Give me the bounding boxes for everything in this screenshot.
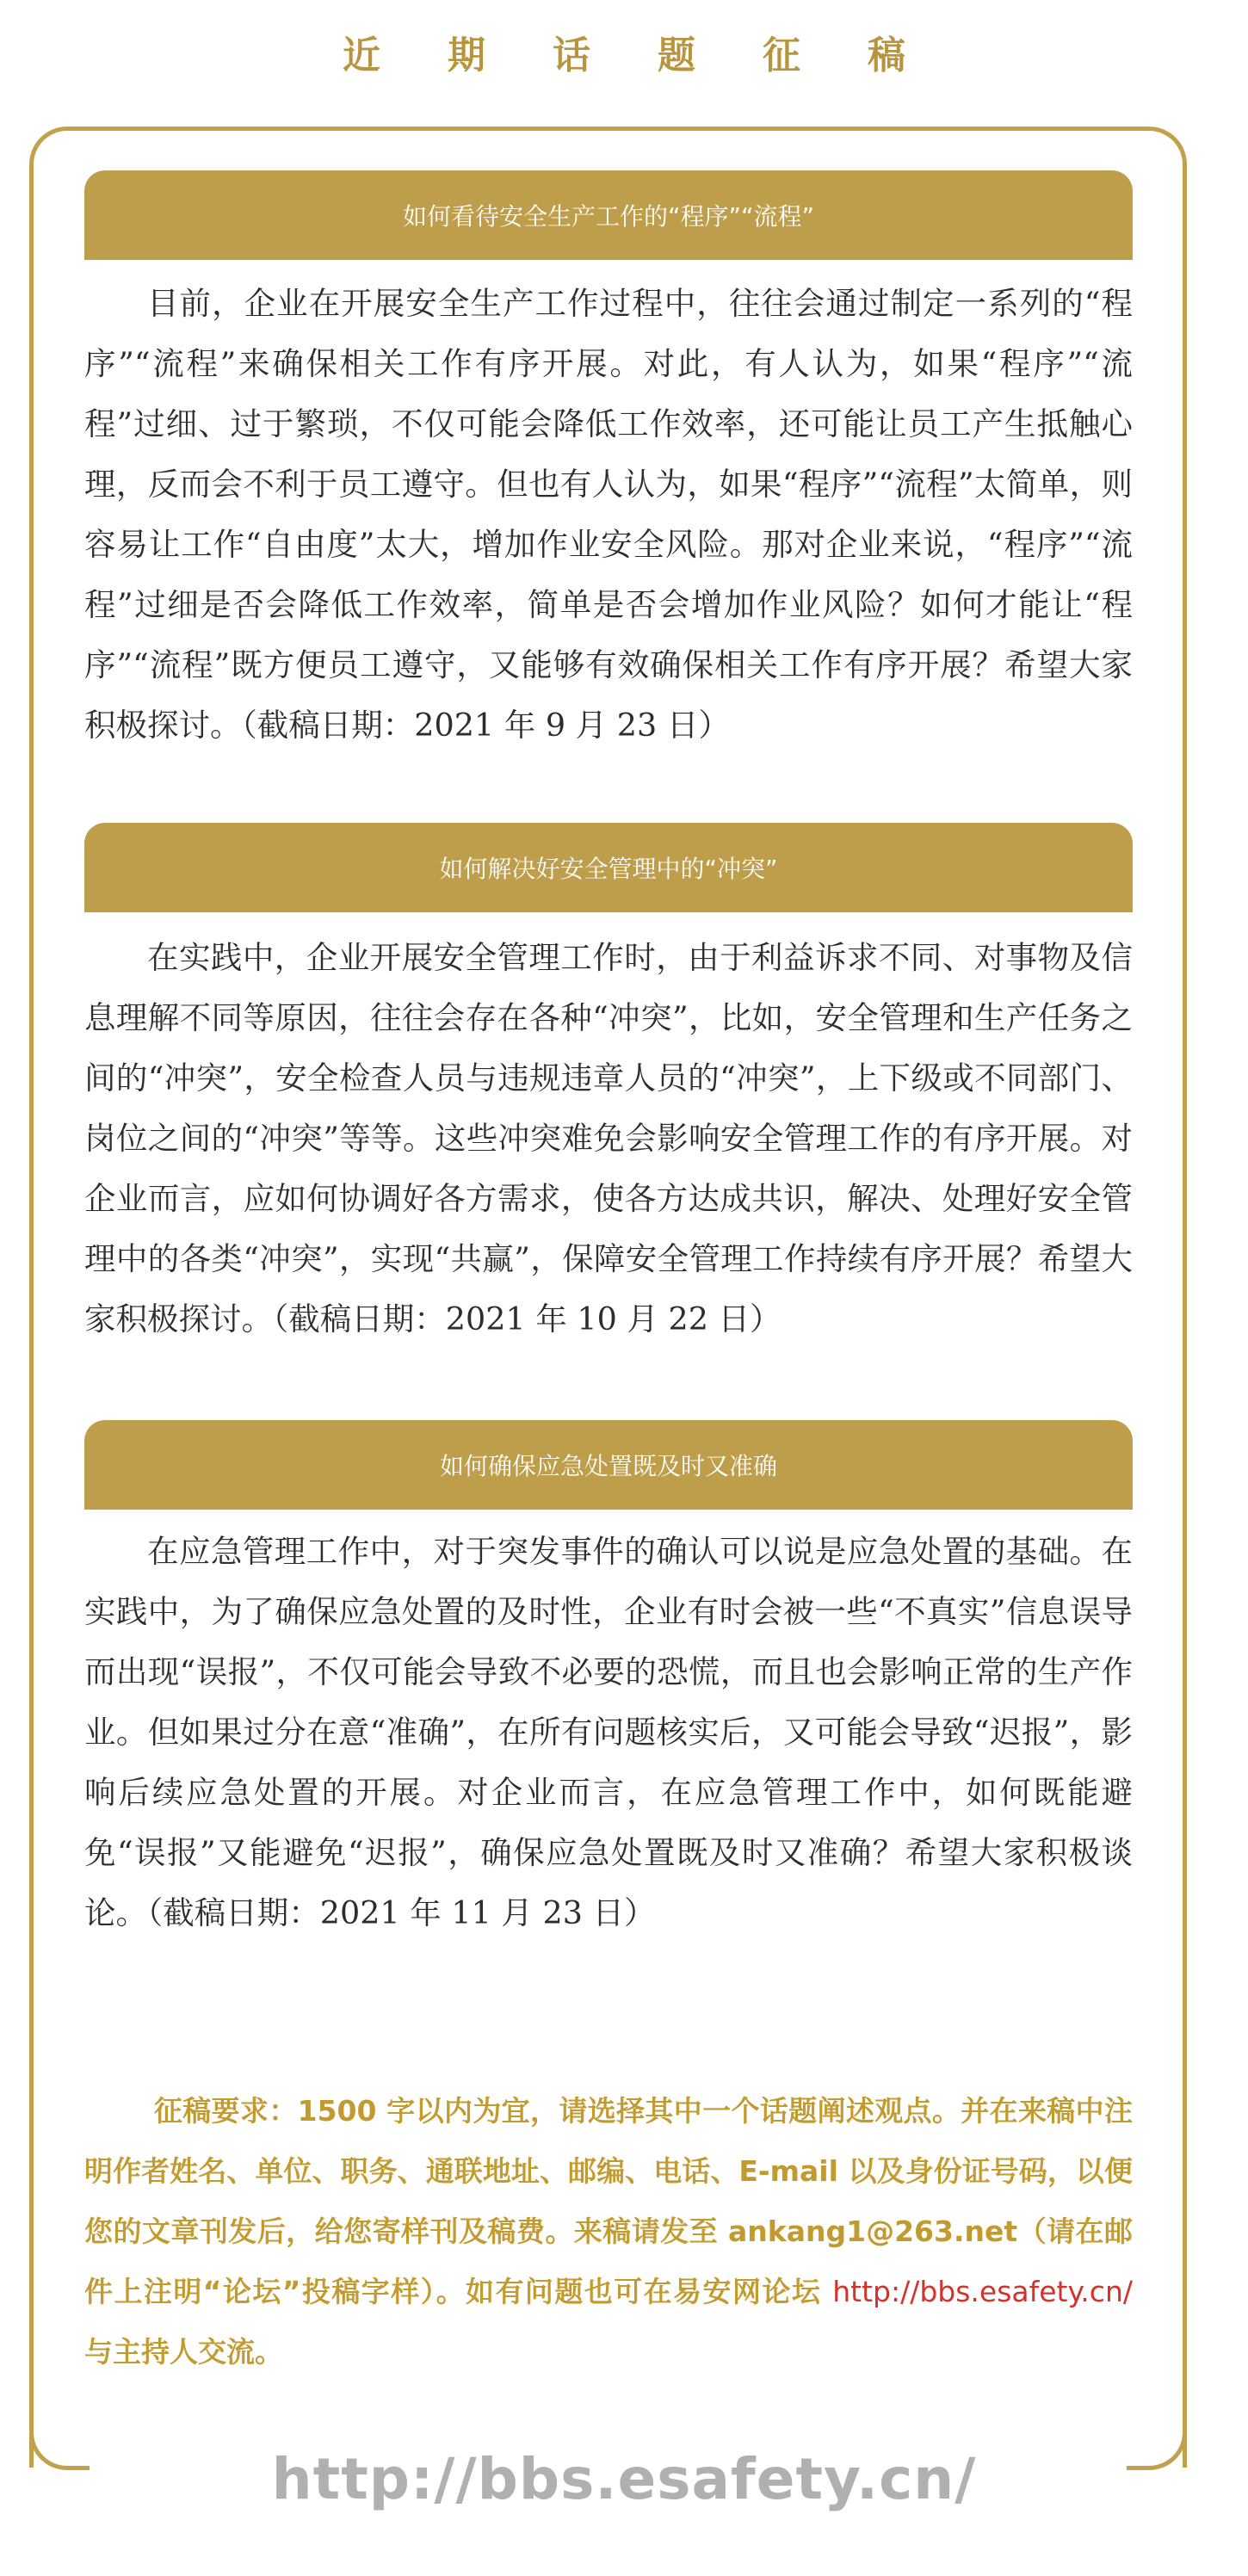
topic-2-body: 在实践中，企业开展安全管理工作时，由于利益诉求不同、对事物及信息理解不同等原因，往往会存在各种“冲突”，比如，安全管理和生产任务之间的“冲突”，安全检查人员与违规违章人员的“冲突”，上下级或不同部门、岗位之间的“冲突”等等。这些冲突难免会影响安全管理工作的有序开展。对企业而言，应如何协调好各方需求，使各方达成共识，解决、处理好安全管理中的各类“冲突”，实现“共赢”，保障安全管理工作持续有序开展？希望大家积极探讨。（截稿日期：2021 年 10 月 22 日） <box>84 939 1133 1337</box>
submission-requirements <box>84 2081 1133 2382</box>
page-title: 近期话题征稿 <box>343 34 973 77</box>
topic-3-body: 在应急管理工作中，对于突发事件的确认可以说是应急处置的基础。在实践中，为了确保应急处置的及时性，企业有时会被一些“不真实”信息误导而出现“误报”，不仅可能会导致不必要的恐慌，而且也会影响正常的生产作业。但如果过分在意“准确”，在所有问题核实后，又可能会导致“迟报”，影响后续应急处置的开展。对企业而言，在应急管理工作中，如何既能避免“误报”又能避免“迟报”，确保应急处置既及时又准确？希望大家积极谈论。（截稿日期：2021 年 11 月 23 日） <box>84 1533 1133 1931</box>
topic-3-title: 如何确保应急处置既及时又准确 <box>439 1452 777 1480</box>
topic-2-title: 如何解决好安全管理中的“冲突” <box>439 855 778 883</box>
footer-url[interactable]: http://bbs.esafety.cn/ <box>271 2446 977 2512</box>
requirements-text: 征稿要求：1500 字以内为宜，请选择其中一个话题阐述观点。并在来稿中注明作者姓名、单位、职务、通联地址、邮编、电话、E-mail 以及身份证号码，以便您的文章刊发后，给您寄样刊及稿费。来稿请发至 ankang1@263.net（请在邮件上注明“论坛”投稿字样）。如有问题也可在易安网论坛 <box>84 2094 1133 2308</box>
topic-1-title: 如何看待安全生产工作的“程序”“流程” <box>402 202 815 231</box>
topic-1-header <box>84 170 1133 260</box>
topic-2-header <box>84 823 1133 912</box>
topic-3-header <box>84 1420 1133 1510</box>
forum-link[interactable]: http://bbs.esafety.cn/ <box>832 2275 1133 2308</box>
topic-1-body: 目前，企业在开展安全生产工作过程中，往往会通过制定一系列的“程序”“流程”来确保相关工作有序开展。对此，有人认为，如果“程序”“流程”过细、过于繁琐，不仅可能会降低工作效率，还可能让员工产生抵触心理，反而会不利于员工遵守。但也有人认为，如果“程序”“流程”太简单，则容易让工作“自由度”太大，增加作业安全风险。那对企业来说，“程序”“流程”过细是否会降低工作效率，简单是否会增加作业风险？如何才能让“程序”“流程”既方便员工遵守，又能够有效确保相关工作有序开展？希望大家积极探讨。（截稿日期：2021 年 9 月 23 日） <box>84 285 1133 744</box>
requirements-closing: 与主持人交流。 <box>84 2335 283 2369</box>
